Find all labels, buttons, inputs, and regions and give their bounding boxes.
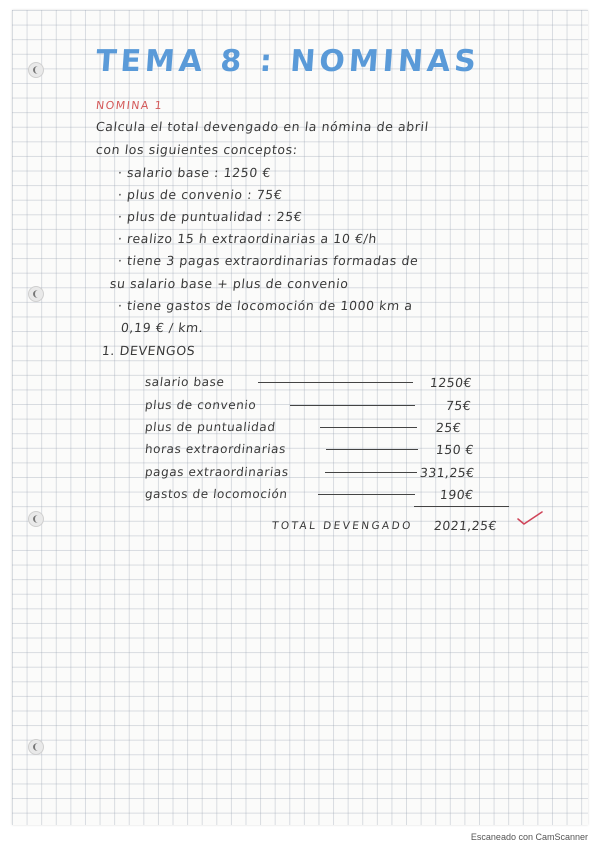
binder-hole-icon — [28, 511, 44, 527]
concept-item: · tiene 3 pagas extraordinarias formadas de — [117, 253, 420, 268]
concept-item: · tiene gastos de locomoción de 1000 km a — [117, 298, 414, 313]
exercise-heading: NOMINA 1 — [95, 99, 164, 112]
binder-hole-icon — [28, 286, 44, 302]
devengo-amount: 150 € — [435, 442, 475, 457]
devengo-label: gastos de locomoción — [144, 487, 289, 501]
devengo-label: plus de puntualidad — [144, 420, 277, 434]
leader-line — [318, 494, 415, 495]
devengo-label: salario base — [144, 375, 226, 389]
leader-line — [326, 449, 418, 450]
devengo-amount: 1250€ — [429, 375, 473, 390]
devengo-amount: 75€ — [445, 398, 472, 413]
leader-line — [325, 472, 417, 473]
concept-item-continuation: 0,19 € / km. — [120, 320, 205, 335]
total-label: TOTAL DEVENGADO — [271, 520, 414, 532]
leader-line — [258, 382, 413, 383]
leader-line — [290, 405, 415, 406]
devengo-label: horas extraordinarias — [144, 442, 287, 456]
section-heading: 1. DEVENGOS — [101, 343, 197, 358]
checkmark-icon — [516, 510, 544, 526]
sum-line — [414, 506, 509, 507]
binder-hole-icon — [28, 62, 44, 78]
scanner-watermark: Escaneado con CamScanner — [470, 832, 588, 842]
concept-item: · plus de convenio : 75€ — [117, 187, 284, 202]
devengo-label: pagas extraordinarias — [144, 465, 290, 479]
devengo-amount: 190€ — [439, 487, 475, 502]
concept-item: · plus de puntualidad : 25€ — [117, 209, 304, 224]
exercise-statement-line-1: Calcula el total devengado en la nómina de abril — [95, 119, 430, 134]
concept-item: · realizo 15 h extraordinarias a 10 €/h — [117, 231, 378, 246]
binder-hole-icon — [28, 739, 44, 755]
concept-item: · salario base : 1250 € — [117, 165, 272, 180]
devengo-label: plus de convenio — [144, 398, 258, 412]
concept-item-continuation: su salario base + plus de convenio — [109, 276, 350, 291]
total-amount: 2021,25€ — [433, 518, 498, 533]
devengo-amount: 25€ — [435, 420, 462, 435]
page-title: TEMA 8 : NOMINAS — [94, 44, 482, 79]
devengo-amount: 331,25€ — [419, 465, 476, 480]
exercise-statement-line-2: con los siguientes conceptos: — [95, 142, 299, 157]
leader-line — [320, 427, 417, 428]
